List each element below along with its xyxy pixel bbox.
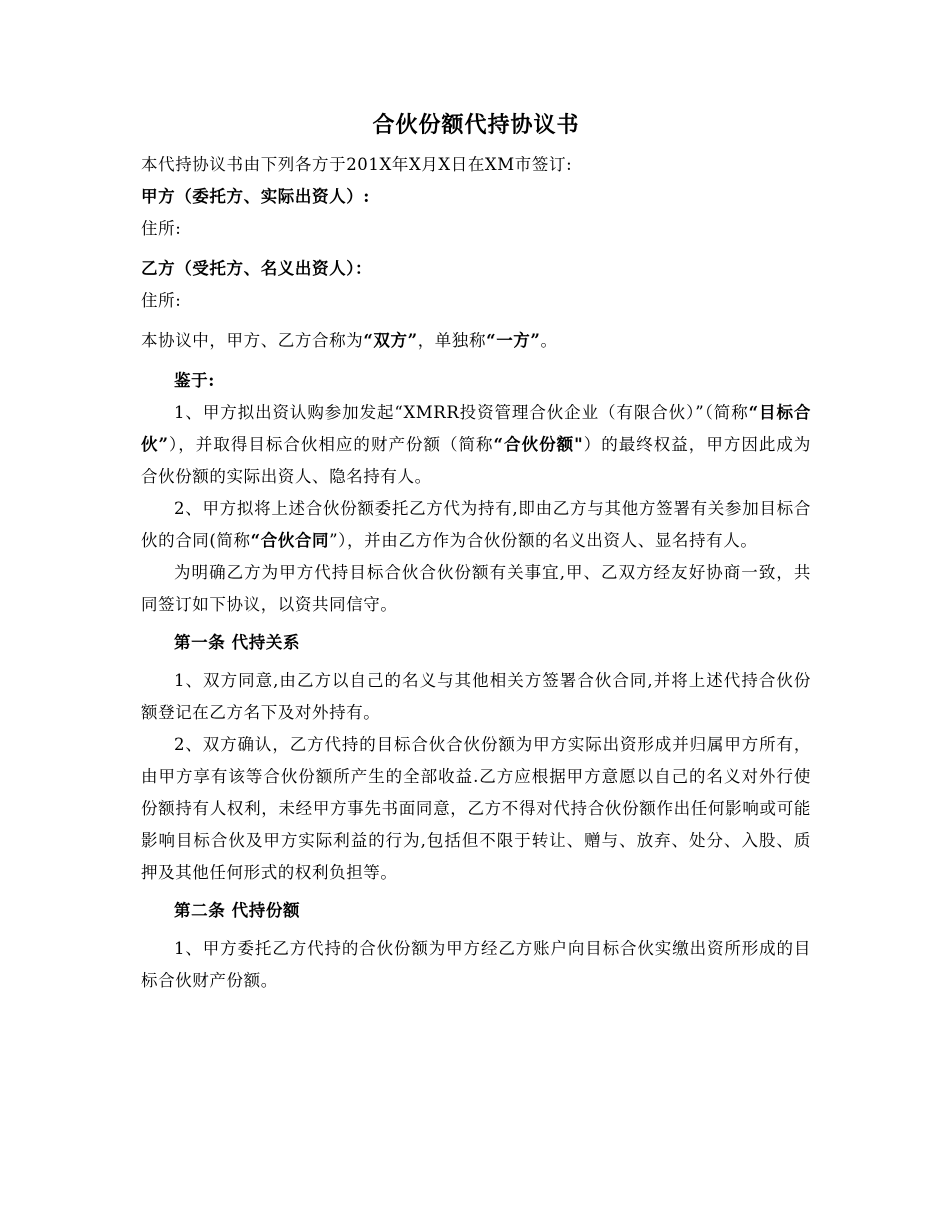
article-1-heading: 第一条 代持关系 xyxy=(174,633,301,652)
whereas-1-c: ）的最终权益，甲方因此成为合伙份额的实际出资人、隐名持有人。 xyxy=(141,435,811,486)
whereas-2-b: ”），并由乙方作为合伙份额的名义出资人、显名持有人。 xyxy=(329,531,758,550)
whereas-clause-2 xyxy=(141,493,811,557)
note-pre: 本协议中，甲方、乙方合称为 xyxy=(141,331,364,350)
intro-line: 本代持协议书由下列各方于201X年X月X日在XM市签订: xyxy=(141,155,573,174)
document-body xyxy=(141,108,811,997)
note-term-one: “一方” xyxy=(486,331,541,350)
whereas-2-a: 2、甲方拟将上述合伙份额委托乙方代为持有,即由乙方与其他方签署有关参加目标合伙的合同(简称 xyxy=(141,499,811,550)
agreement-note xyxy=(141,325,811,357)
whereas-1-term-target: “目标合伙” xyxy=(141,403,811,454)
whereas-1-term-share: “合伙份额" xyxy=(493,435,584,454)
party-a-label: 甲方（委托方、实际出资人）: xyxy=(141,187,370,206)
note-mid: ，单独称 xyxy=(417,331,487,350)
whereas-clause-1 xyxy=(141,397,811,493)
whereas-heading: 鉴于: xyxy=(174,371,215,390)
party-a-address: 住所: xyxy=(141,219,182,238)
article-2-clause-1: 1、甲方委托乙方代持的合伙份额为甲方经乙方账户向目标合伙实缴出资所形成的目标合伙财产份额。 xyxy=(141,939,811,990)
article-2-heading: 第二条 代持份额 xyxy=(174,901,301,920)
article-1-clause-2: 2、双方确认，乙方代持的目标合伙合伙份额为甲方实际出资形成并归属甲方所有，由甲方享有该等合伙份额所产生的全部收益.乙方应根据甲方意愿以自己的名义对外行使份额持有人权利，未经甲方事先书面同意，乙方不得对代持合伙份额作出任何影响或可能影响目标合伙及甲方实际利益的行为,包括但不限于转让、赠与、放弃、处分、入股、质押及其他任何形式的权利负担等。 xyxy=(141,735,811,882)
party-b-label: 乙方（受托方、名义出资人）： xyxy=(141,259,373,278)
whereas-clause-3: 为明确乙方为甲方代持目标合伙合伙份额有关事宜,甲、乙双方经友好协商一致，共同签订如下协议，以资共同信守。 xyxy=(141,563,811,614)
document-title: 合伙份额代持协议书 xyxy=(372,112,580,138)
article-1-clause-1: 1、双方同意,由乙方以自己的名义与其他相关方签署合伙合同,并将上述代持合伙份额登记在乙方名下及对外持有。 xyxy=(141,671,811,722)
party-b-address: 住所: xyxy=(141,291,182,310)
whereas-1-b: ），并取得目标合伙相应的财产份额（简称 xyxy=(168,435,494,454)
note-term-both: “双方” xyxy=(363,331,418,350)
whereas-1-a: 1、甲方拟出资认购参加发起“XMRR投资管理合伙企业（有限合伙）”（简称 xyxy=(174,403,749,422)
note-post: 。 xyxy=(540,331,558,350)
whereas-2-term-contract: “合伙合同 xyxy=(250,531,330,550)
